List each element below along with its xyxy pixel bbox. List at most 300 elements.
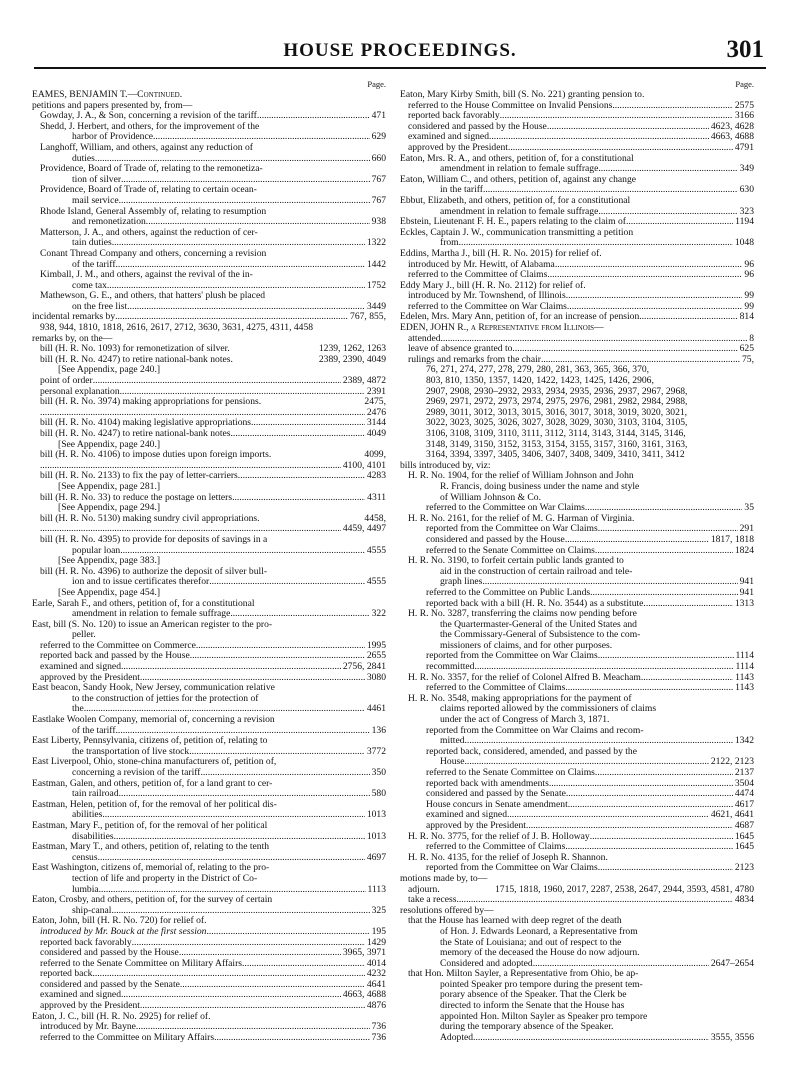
index-line: [400, 429, 754, 440]
dot-leader: [40, 461, 341, 472]
index-line: [32, 101, 386, 112]
index-line: [32, 503, 386, 514]
entry-text: and remonetization: [72, 217, 146, 228]
index-line: [32, 164, 386, 175]
entry-text: approved by the President: [40, 672, 140, 683]
dot-leader: [565, 842, 732, 853]
entry-text: H. R. No. 3190, to forfeit certain public lands granted to: [408, 556, 624, 567]
index-line: [32, 916, 386, 927]
right-column: [400, 79, 754, 1043]
page-reference: 4014: [366, 958, 386, 969]
index-line: [400, 514, 754, 525]
index-line: [400, 1033, 754, 1044]
dot-leader: [598, 524, 738, 535]
page-reference: 4459, 4497: [342, 524, 386, 535]
index-line: [400, 694, 754, 705]
dot-leader: [500, 111, 733, 122]
entry-text: 3164, 3394, 3397, 3405, 3406, 3407, 3408, 3409, 3410, 3411, 3412: [426, 450, 685, 461]
index-line: [32, 228, 386, 239]
index-line: [32, 821, 386, 832]
dot-leader: [92, 969, 364, 980]
dot-leader: [465, 757, 709, 768]
entry-text: approved by the President: [40, 1001, 140, 1012]
index-line: [32, 482, 386, 493]
entry-text: concerning a revision of the tariff: [72, 768, 201, 778]
entry-text: the: [72, 704, 84, 715]
page-reference: 4049: [366, 429, 386, 439]
index-line: [32, 651, 386, 662]
dot-leader: [107, 281, 365, 292]
entry-text: referred to the Committee of Claims: [408, 270, 548, 281]
page-column-label: Page.: [735, 79, 754, 89]
dot-leader: [598, 164, 737, 175]
entry-text: Eaton, Mary Kirby Smith, bill (S. No. 221) granting pension to.: [400, 90, 645, 100]
dot-leader: [230, 609, 369, 620]
index-line: [32, 312, 386, 323]
index-line: [32, 143, 386, 154]
entry-text: referred to the Committee on War Claims: [408, 301, 567, 312]
index-line: [400, 927, 754, 938]
entry-text: 938, 944, 1810, 1818, 2616, 2617, 2712, 3630, 3631, 4275, 4311, 4458: [40, 323, 314, 334]
index-line: [400, 387, 754, 398]
entry-text: disabilities: [72, 831, 114, 842]
index-line: [400, 874, 754, 885]
index-line: [32, 387, 386, 398]
page-reference: 1048: [734, 238, 754, 249]
index-line: [32, 842, 386, 853]
dot-leader: [140, 673, 365, 684]
index-line: [400, 683, 754, 694]
entry-text: reported back with amendments: [426, 778, 549, 789]
page-reference: 1113: [367, 884, 386, 895]
entry-text: popular loan: [72, 545, 121, 556]
entry-text: Eaton, Crosby, and others, petition of, for the survey of certain: [32, 895, 273, 906]
index-line: [32, 238, 386, 249]
entry-text: ship-canal: [72, 905, 112, 916]
page-reference: 1322: [366, 238, 386, 249]
entry-text: attended: [408, 333, 441, 344]
index-line: [32, 408, 386, 419]
index-line: [32, 673, 386, 684]
index-line: [400, 556, 754, 567]
page-reference: 2389, 2390, 4049: [318, 354, 386, 365]
index-line: [400, 885, 754, 896]
entry-text: [See Appendix, page 281.]: [58, 481, 161, 492]
entry-text: census: [72, 852, 98, 863]
dot-leader: [595, 546, 733, 557]
index-line: [400, 397, 754, 408]
entry-text: referred to the Committee of Claims: [426, 842, 566, 853]
index-line: [32, 535, 386, 546]
page-reference: 1715, 1818, 1960, 2017, 2287, 2538, 2647, 2944, 3593, 4581, 4780: [494, 884, 754, 895]
entry-text: aid in the construction of certain railroad and tele-: [440, 566, 633, 577]
index-line: [400, 344, 754, 355]
index-line: [400, 217, 754, 228]
page-reference: 660: [371, 153, 386, 164]
page-reference: 4617: [734, 799, 754, 810]
index-line: [32, 471, 386, 482]
entry-text: directed to inform the Senate that the House has: [440, 1001, 625, 1012]
entry-text: referred to the Committee on Military Affairs: [40, 1032, 215, 1043]
page-reference: 8: [749, 333, 754, 344]
entry-text: the Quartermaster-General of the United States and: [440, 619, 637, 630]
page-reference: 1313: [734, 598, 754, 609]
dot-leader: [598, 207, 737, 218]
index-line: [400, 238, 754, 249]
entry-text: Eastlake Woolen Company, memorial of, concerning a revision: [32, 715, 275, 726]
entry-text: pointed Speaker pro tempore during the present tem-: [440, 979, 643, 990]
dot-leader: [526, 821, 733, 832]
page-reference: 4283: [366, 471, 386, 482]
page-reference: 2391: [366, 386, 386, 397]
index-line: [32, 895, 386, 906]
index-line: [32, 567, 386, 578]
index-line: [32, 291, 386, 302]
dot-leader: [214, 1033, 370, 1044]
index-line: [32, 980, 386, 991]
index-line: [400, 143, 754, 154]
entry-text: reported from the Committee on War Claims and recom-: [426, 725, 644, 736]
entry-text: personal explanation: [40, 386, 120, 397]
index-line: [32, 789, 386, 800]
page-reference: 941: [739, 577, 754, 588]
page-reference: 4555: [366, 577, 386, 588]
page-reference: 767: [371, 174, 386, 185]
entry-text: that the House has learned with deep regret of the death: [408, 916, 622, 927]
index-line: [400, 980, 754, 991]
page-reference: 4641: [366, 979, 386, 990]
dot-leader: [646, 599, 733, 610]
index-line: [400, 376, 754, 387]
entry-text: the transportation of live stock: [72, 746, 190, 757]
entry-text: of William Johnson & Co.: [440, 492, 541, 503]
page-reference: 471: [371, 111, 386, 122]
index-line: [400, 1012, 754, 1023]
dot-leader: [209, 577, 365, 588]
dot-leader: [512, 344, 737, 355]
page-reference: 4311: [367, 492, 386, 503]
dot-leader: [238, 471, 365, 482]
page-reference: 4663, 4688: [342, 990, 386, 1001]
index-line: [32, 779, 386, 790]
index-line: [32, 122, 386, 133]
page-reference: 96: [744, 270, 754, 281]
entry-text: Eddy Mary J., bill (H. R. No. 2112) for relief of.: [400, 280, 586, 291]
dot-leader: [595, 768, 733, 779]
entry-text: bill (H. R. No. 4104) making legislative appropriations: [40, 418, 252, 429]
index-line: [32, 927, 386, 938]
dot-leader: [98, 853, 365, 864]
entry-text: come tax: [72, 280, 107, 291]
index-line: [400, 450, 754, 461]
dot-leader: [119, 196, 370, 207]
dot-leader: [441, 334, 748, 345]
index-line: [32, 1022, 386, 1033]
index-line: [400, 122, 754, 133]
entry-text: of the tariff: [72, 725, 116, 736]
left-column: [32, 79, 386, 1043]
page-reference: 349: [739, 164, 754, 175]
index-line: [400, 704, 754, 715]
entry-text: missioners of claims, and for other purposes.: [440, 640, 613, 651]
index-line: [400, 726, 754, 737]
page-column-label: Page.: [367, 79, 386, 89]
entry-text: considered and passed by the Senate: [40, 979, 180, 990]
entry-text: Earle, Sarah F., and others, petition of, for a constitutional: [32, 598, 255, 609]
entry-text: bill (H. R. No. 4247) to retire national-bank notes.: [40, 354, 233, 365]
index-line: [32, 365, 386, 376]
entry-text: of Hon. J. Edwards Leonard, a Representative from: [440, 926, 638, 937]
page-reference: 99: [744, 301, 754, 312]
entry-text: on the free list: [72, 301, 128, 312]
dot-leader: [565, 535, 709, 546]
page-reference: 4474: [734, 789, 754, 800]
page-reference: 3772: [366, 746, 386, 757]
page-reference: 323: [739, 206, 754, 217]
index-line: [32, 969, 386, 980]
page-number: 301: [726, 36, 764, 63]
index-line: [32, 938, 386, 949]
index-line: [400, 281, 754, 292]
entry-text: [See Appendix, page 294.]: [58, 503, 161, 514]
index-line: [400, 132, 754, 143]
page-reference: 3555, 3556: [710, 1032, 754, 1043]
entry-text: H. R. No. 3357, for the relief of Colonel Alfred B. Meacham.: [408, 672, 644, 683]
dot-leader: [483, 185, 738, 196]
page-reference: 4100, 4101: [342, 460, 386, 471]
entry-text: considered and passed by the House: [408, 121, 547, 132]
dot-leader: [136, 1022, 370, 1033]
index-line: [32, 810, 386, 821]
index-line: [400, 185, 754, 196]
entry-text: tain railroad: [72, 789, 119, 800]
entry-text: 2989, 3011, 3012, 3013, 3015, 3016, 3017, 3018, 3019, 3020, 3021,: [426, 407, 688, 418]
entry-text: Mathewson, G. E., and others, that hatters' plush be placed: [40, 291, 265, 302]
entry-text: that Hon. Milton Sayler, a Representative from Ohio, be ap-: [408, 969, 639, 980]
entry-text: Eaton, Mrs. R. A., and others, petition of, for a constitutional: [400, 153, 634, 164]
entry-text: examined and signed: [408, 132, 489, 143]
page-reference: 1239, 1262, 1263: [318, 344, 386, 355]
index-line: [400, 673, 754, 684]
entry-text: reported back and passed by the House: [40, 651, 190, 662]
dot-leader: [465, 736, 733, 747]
index-line: [32, 524, 386, 535]
page-reference: 136: [371, 725, 386, 736]
dot-leader: [590, 832, 733, 843]
entry-text: Eddins, Martha J., bill (H. R. No. 2015) for relief of.: [400, 248, 602, 259]
page-reference: 1645: [734, 842, 754, 853]
page-reference: 1752: [366, 280, 386, 291]
dot-leader: [206, 927, 369, 938]
entry-text: referred to the House Committee on Invalid Pensions: [408, 100, 613, 111]
entry-text: reported from the Committee on War Claims: [426, 651, 598, 662]
index-line: [400, 418, 754, 429]
entry-text: bill (H. R. No. 2133) to fix the pay of letter-carriers: [40, 471, 238, 482]
entry-text: mitted: [440, 736, 465, 747]
page-reference: 736: [371, 1022, 386, 1033]
index-line: [400, 323, 754, 334]
index-line: [400, 567, 754, 578]
dot-leader: [189, 747, 365, 758]
entry-text: bill (H. R. No. 4106) to impose duties upon foreign imports.: [40, 450, 272, 461]
entry-text: [See Appendix, page 454.]: [58, 587, 161, 598]
dot-leader: [115, 312, 348, 323]
index-line: [32, 747, 386, 758]
page-reference: 99: [744, 291, 754, 302]
entry-text: reported from the Committee on War Claims: [426, 863, 598, 874]
entry-text: reported back favorably: [40, 937, 132, 948]
index-line: [32, 726, 386, 737]
index-line: [400, 440, 754, 451]
dot-leader: [121, 662, 341, 673]
index-line: [400, 948, 754, 959]
page-reference: 322: [371, 609, 386, 620]
dot-leader: [114, 832, 365, 843]
page-reference: 4663, 4688: [710, 132, 754, 143]
dot-leader: [140, 1001, 365, 1012]
index-line: [400, 577, 754, 588]
index-line: [400, 832, 754, 843]
index-line: [32, 207, 386, 218]
entry-text: considered and passed by the Senate: [426, 789, 566, 800]
page-reference: 814: [739, 312, 754, 323]
entry-text: introduced by Mr. Townshend, of Illinois: [408, 291, 566, 302]
entry-text: tain duties: [72, 238, 112, 249]
entry-text: duties: [72, 153, 95, 164]
entry-text: during the temporary absence of the Speaker.: [440, 1022, 614, 1033]
entry-text: referred to the Committee on War Claims: [426, 503, 585, 514]
page-reference: 1995: [366, 640, 386, 651]
dot-leader: [585, 503, 743, 514]
page-reference: 4099,: [364, 450, 386, 461]
entry-text: examined and signed: [40, 662, 121, 673]
index-line: [400, 482, 754, 493]
entry-text: R. Francis, doing business under the name and style: [440, 481, 640, 492]
entry-text: to the construction of jetties for the protection of: [72, 693, 259, 704]
entry-text: petitions and papers presented by, from—: [32, 100, 193, 111]
dot-leader: [566, 291, 743, 302]
index-line: [400, 493, 754, 504]
index-line: [400, 662, 754, 673]
index-line: [32, 609, 386, 620]
entry-text: graph lines: [440, 577, 483, 588]
index-line: [400, 800, 754, 811]
index-line: [400, 609, 754, 620]
entry-text: reported from the Committee on War Claims: [426, 524, 598, 535]
index-line: [400, 641, 754, 652]
entry-text: Ebstein, Lieutenant F. H. E., papers relating to the claim of..: [400, 217, 631, 228]
dot-leader: [489, 132, 709, 143]
dot-leader: [547, 122, 709, 133]
entry-text: Eaton, John, bill (H. R. No. 720) for relief of.: [32, 916, 207, 927]
entry-text: 76, 271, 274, 277, 278, 279, 280, 281, 363, 365, 366, 370,: [426, 365, 650, 376]
entry-text: examined and signed: [426, 810, 507, 821]
entry-text: motions made by, to—: [400, 873, 488, 884]
index-line: [32, 514, 386, 525]
index-line: [400, 916, 754, 927]
entry-text: tion of silver: [72, 174, 122, 185]
index-line: [32, 874, 386, 885]
page-reference: 4458,: [364, 513, 386, 524]
index-line: [400, 715, 754, 726]
index-line: [400, 334, 754, 345]
page-reference: 2756, 2841: [342, 662, 386, 673]
entry-text: bill (H. R. No. 33) to reduce the postage on letters: [40, 492, 233, 503]
dot-leader: [132, 938, 365, 949]
entry-text: reported back favorably: [408, 111, 500, 122]
entry-text: bill (H. R. No. 1093) for remonetization of silver.: [40, 344, 230, 355]
index-line: [400, 365, 754, 376]
index-line: [400, 503, 754, 514]
entry-text: East Washington, citizens of, memorial of, relating to the pro-: [32, 863, 270, 874]
index-line: [32, 556, 386, 567]
dot-leader: [566, 789, 733, 800]
index-line: [400, 969, 754, 980]
index-line: [400, 461, 754, 472]
page-reference: 1817, 1818: [710, 534, 754, 545]
dot-leader: [120, 546, 365, 557]
entry-text: claims reported allowed by the commissioners of claims: [440, 704, 657, 715]
index-line: [400, 355, 754, 366]
dot-leader: [565, 683, 733, 694]
page-reference: 3144: [366, 418, 386, 429]
page-reference: 96: [744, 259, 754, 270]
index-line: [32, 704, 386, 715]
entry-text: bill (H. R. No. 3974) making appropriations for pensions.: [40, 397, 262, 408]
index-line: [32, 185, 386, 196]
entry-text: in the tariff: [440, 185, 483, 196]
index-line: [400, 524, 754, 535]
index-line: [400, 599, 754, 610]
index-line: [400, 906, 754, 917]
page-reference: 2122, 2123: [710, 757, 754, 768]
entry-text: 3106, 3108, 3109, 3110, 3111, 3112, 3114, 3143, 3144, 3145, 3146,: [426, 429, 686, 439]
entry-text: Shedd, J. Herbert, and others, for the improvement of the: [40, 121, 260, 132]
index-line: [32, 662, 386, 673]
page-reference: 2476: [366, 407, 386, 418]
page-reference: 4791: [734, 142, 754, 153]
index-line: [400, 1001, 754, 1012]
index-line: [400, 175, 754, 186]
entry-text: Eastman, Helen, petition of, for the removal of her political dis-: [32, 799, 277, 810]
entry-text: bill (H. R. No. 4395) to provide for deposits of savings in a: [40, 534, 268, 545]
page-reference: 736: [371, 1032, 386, 1043]
index-line: [400, 546, 754, 557]
index-line: [32, 302, 386, 313]
page-reference: 938: [371, 217, 386, 228]
index-line: [32, 757, 386, 768]
entry-text: reported back with a bill (H. R. No. 3544) as a substitute.: [426, 598, 646, 609]
entry-text: considered and passed by the House: [40, 948, 179, 959]
dot-leader: [201, 768, 370, 779]
index-line: [32, 376, 386, 387]
entry-text: 2969, 2971, 2972, 2973, 2974, 2975, 2976, 2981, 2982, 2984, 2988,: [426, 397, 688, 408]
index-line: [400, 471, 754, 482]
page-reference: 3449: [366, 301, 386, 312]
page-reference: 625: [739, 344, 754, 355]
index-line: [32, 90, 386, 101]
dot-leader: [541, 355, 740, 366]
index-line: [400, 853, 754, 864]
index-line: [400, 196, 754, 207]
index-line: [400, 895, 754, 906]
dot-leader: [121, 990, 341, 1001]
entry-text: lumbia: [72, 884, 99, 895]
dot-leader: [568, 800, 733, 811]
page-reference: 2647–2654: [710, 958, 754, 969]
dot-leader: [612, 101, 732, 112]
index-line: [32, 450, 386, 461]
